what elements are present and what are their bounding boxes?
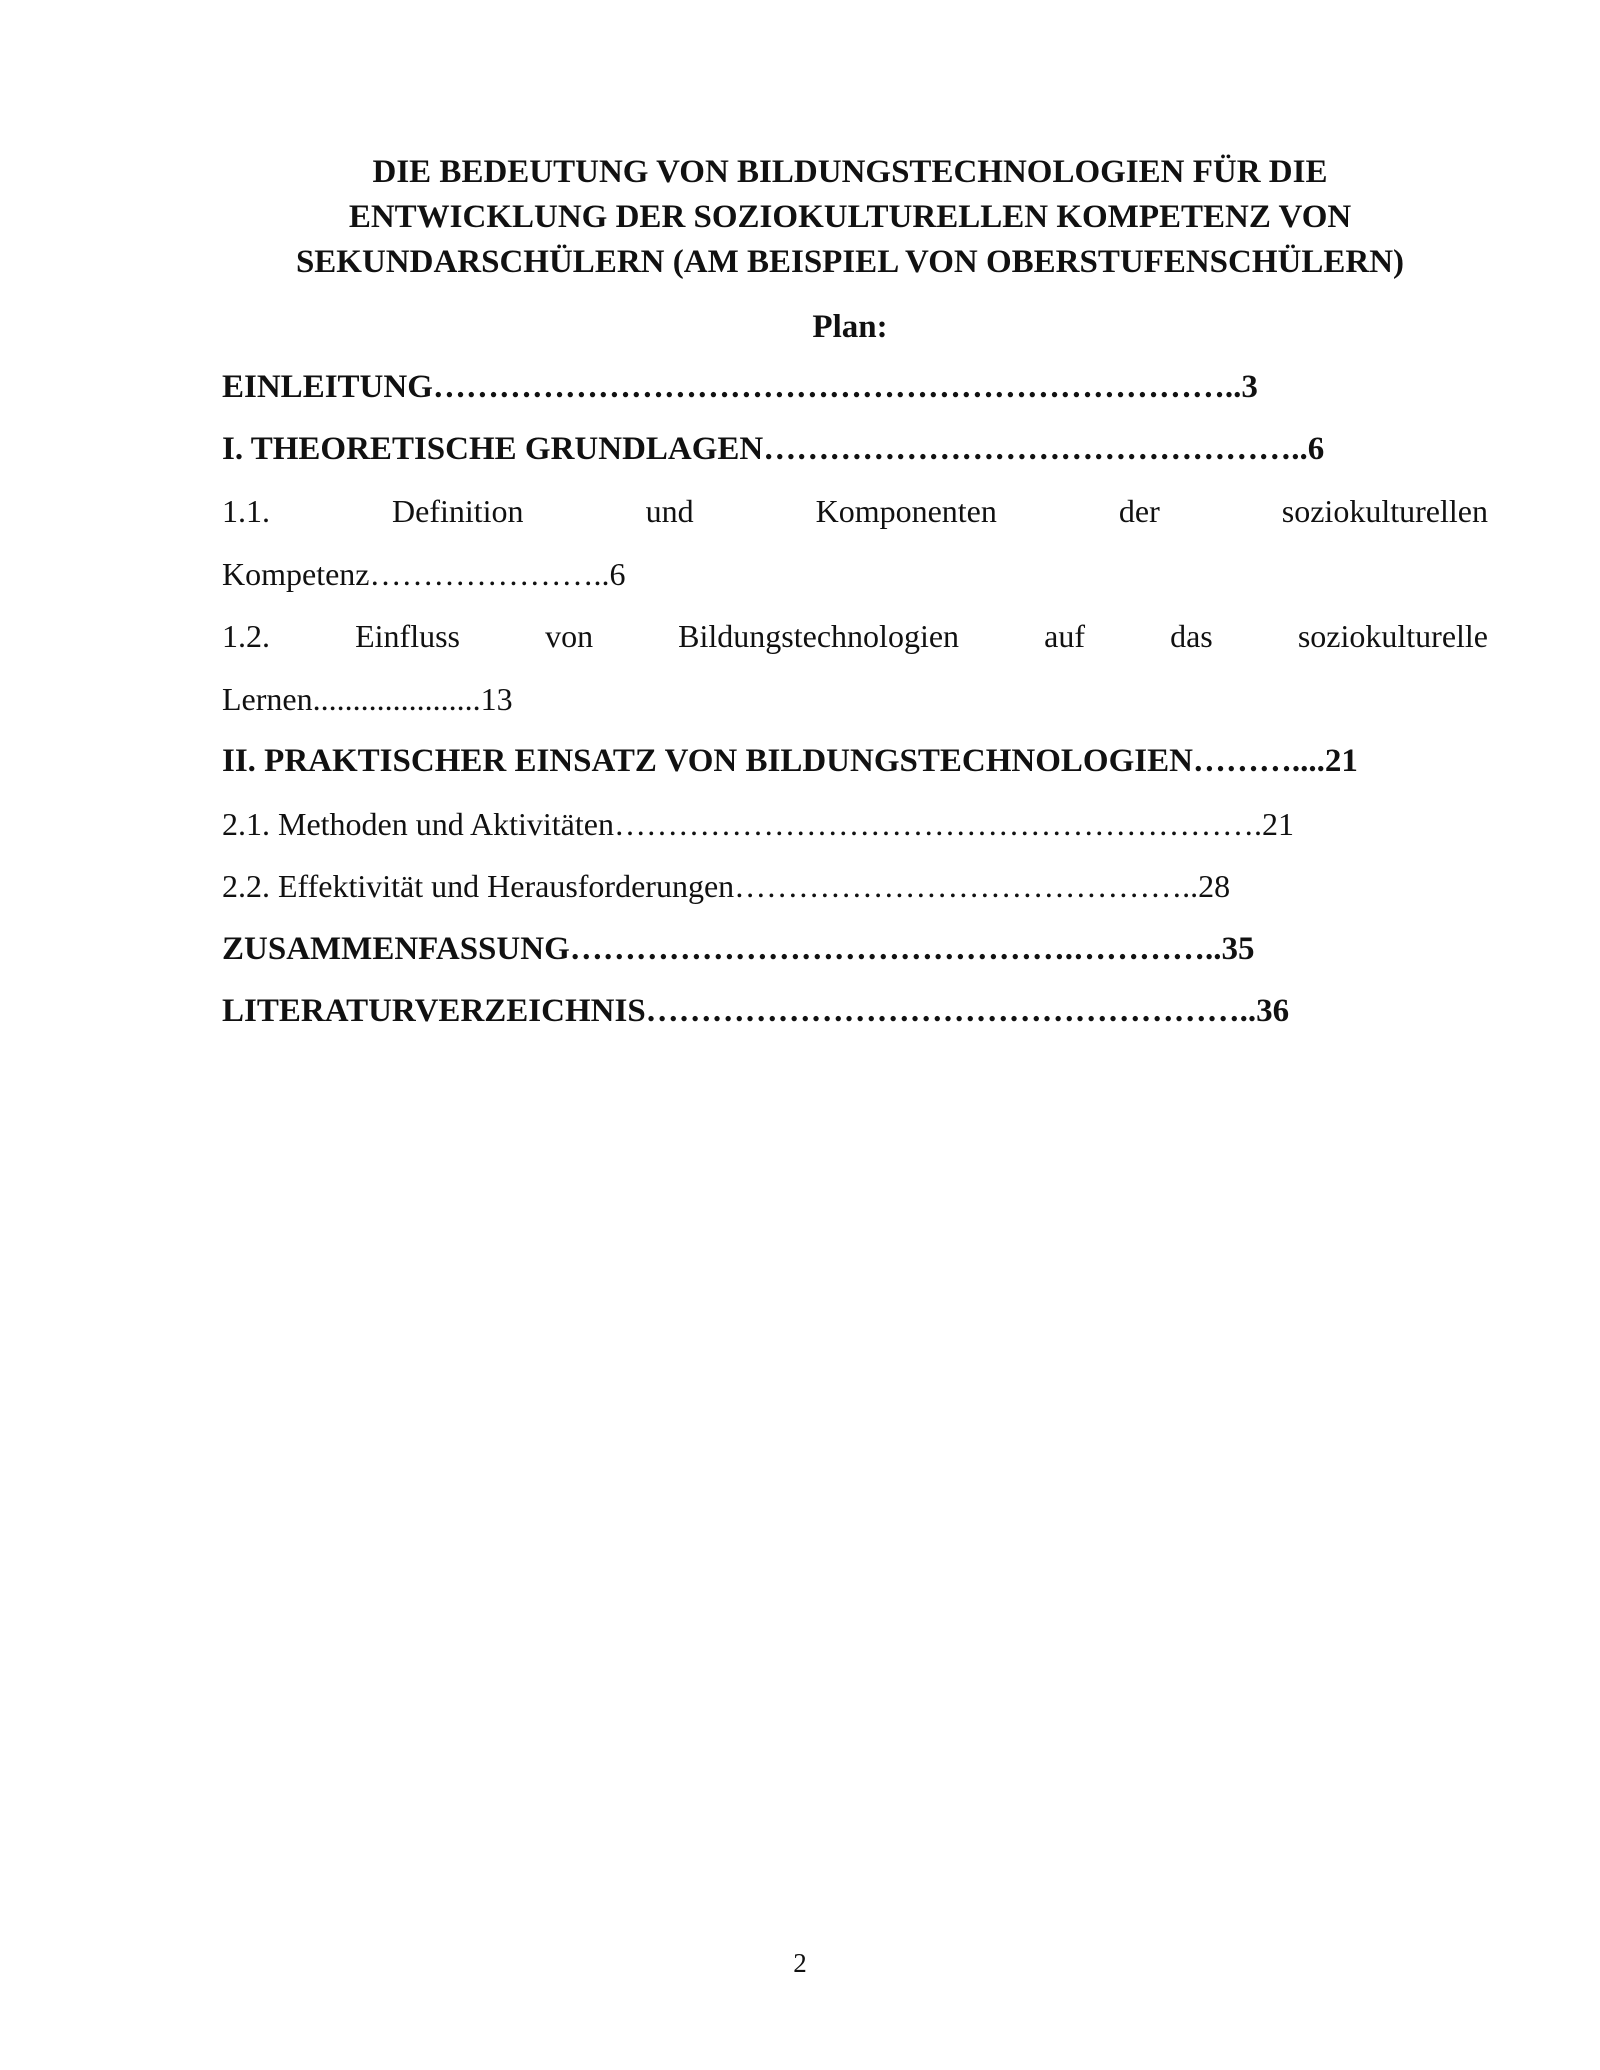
title-line: SEKUNDARSCHÜLERN (AM BEISPIEL VON OBERSTUFENSCHÜLERN) [295, 244, 1405, 280]
toc-word: Komponenten [815, 493, 997, 529]
toc-word: soziokulturellen [1281, 493, 1488, 529]
document-title [200, 150, 1500, 285]
toc-word: und [645, 493, 694, 529]
toc-word: soziokulturelle [1297, 618, 1488, 654]
toc-entry-einleitung: EINLEITUNG………………………………………………………………..3 [222, 369, 1258, 405]
toc-entry-2-2: 2.2. Effektivität und Herausforderungen……………………………………..28 [222, 868, 1231, 904]
toc-word: 1.1. [222, 493, 270, 529]
toc-word: auf [1044, 618, 1085, 654]
toc-word: Bildungstechnologien [678, 618, 960, 654]
toc-entry-praktischer-einsatz: II. PRAKTISCHER EINSATZ VON BILDUNGSTECHNOLOGIEN………....21 [222, 743, 1358, 779]
toc-entry-literaturverzeichnis: LITERATURVERZEICHNIS………………………………………………..36 [222, 993, 1290, 1029]
toc-word: 1.2. [222, 618, 270, 654]
toc-entry-theoretische-grundlagen: I. THEORETISCHE GRUNDLAGEN…………………………………………..6 [222, 431, 1325, 467]
title-line: DIE BEDEUTUNG VON BILDUNGSTECHNOLOGIEN FÜR DIE [372, 154, 1328, 190]
toc-word: Einfluss [355, 618, 460, 654]
toc-entry-1-1-continuation: Kompetenz…………………..6 [222, 556, 626, 592]
toc-word: Definition [392, 493, 524, 529]
title-line: ENTWICKLUNG DER SOZIOKULTURELLEN KOMPETENZ VON [348, 199, 1352, 235]
toc-entry-zusammenfassung: ZUSAMMENFASSUNG……………………………………….…………..35 [222, 931, 1255, 967]
plan-heading: Plan: [812, 309, 888, 345]
toc-word: das [1170, 618, 1213, 654]
toc-word: der [1118, 493, 1160, 529]
toc-entry-1-2 [222, 614, 1488, 658]
toc-entry-1-2-continuation: Lernen.....................13 [222, 681, 513, 717]
page-number: 2 [793, 1948, 807, 1978]
toc-entry-1-1 [222, 489, 1488, 533]
toc-entry-2-1: 2.1. Methoden und Aktivitäten…………………………………………………….21 [222, 806, 1294, 842]
toc-word: von [545, 618, 594, 654]
